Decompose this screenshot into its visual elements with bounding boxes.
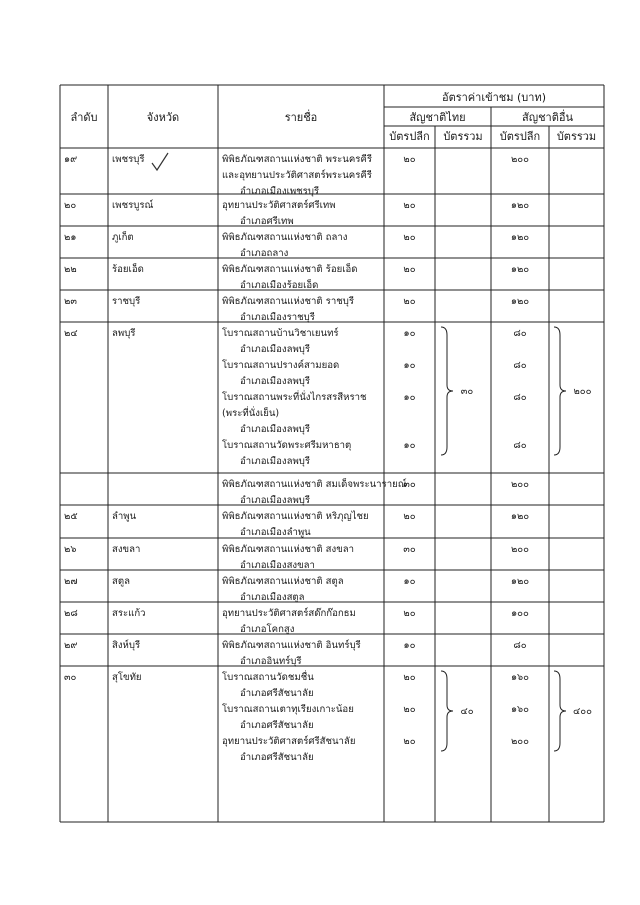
row-province: ร้อยเอ็ด bbox=[112, 264, 144, 275]
row-name-line: อำเภอศรีสัชนาลัย bbox=[240, 720, 314, 731]
row-name-line: โบราณสถานบ้านวิชาเยนทร์ bbox=[222, 328, 339, 339]
foreign-single-price: ๒๐๐ bbox=[510, 736, 530, 747]
row-name-line: อำเภอเมืองสตูล bbox=[240, 592, 305, 603]
row-name-line: อำเภอเมืองลพบุรี bbox=[240, 456, 311, 467]
thai-single-price: ๒๐ bbox=[403, 154, 416, 165]
foreign-single-price: ๑๖๐ bbox=[510, 672, 530, 683]
row-province: ลำพูน bbox=[112, 511, 137, 522]
foreign-single-price: ๑๒๐ bbox=[510, 200, 530, 211]
row-number: ๒๑ bbox=[64, 232, 77, 243]
row-name-line: (พระที่นั่งเย็น) bbox=[222, 408, 280, 419]
row-name-line: พิพิธภัณฑสถานแห่งชาติ ราชบุรี bbox=[222, 296, 354, 307]
row-province: สตูล bbox=[112, 576, 130, 587]
row-name-line: อำเภออินทร์บุรี bbox=[240, 656, 302, 667]
row-name-line: อำเภอเมืองร้อยเอ็ด bbox=[240, 280, 319, 291]
row-province: ลพบุรี bbox=[112, 328, 136, 339]
foreign-single-price: ๒๐๐ bbox=[510, 479, 530, 490]
row-name-line: และอุทยานประวัติศาสตร์พระนครคีรี bbox=[222, 170, 372, 181]
foreign-single-price: ๑๒๐ bbox=[510, 296, 530, 307]
thai-single-price: ๒๐ bbox=[403, 200, 416, 211]
row-name-line: อำเภอเมืองลพบุรี bbox=[240, 424, 311, 435]
row-name-line: อำเภอศรีสัชนาลัย bbox=[240, 752, 314, 763]
header-foreign: สัญชาติอื่น bbox=[522, 111, 573, 124]
row-name-line: โบราณสถานวัดพระศรีมหาธาตุ bbox=[222, 440, 352, 451]
thai-single-price: ๒๐ bbox=[403, 296, 416, 307]
row-name-line: อำเภอเมืองลพบุรี bbox=[240, 344, 311, 355]
foreign-single-price: ๘๐ bbox=[513, 640, 527, 651]
header-foreign-single: บัตรปลีก bbox=[499, 130, 541, 143]
thai-single-price: ๒๐ bbox=[403, 704, 416, 715]
row-name-line: พิพิธภัณฑสถานแห่งชาติ หริภุญไชย bbox=[222, 511, 369, 522]
thai-combined-price: ๔๐ bbox=[460, 706, 474, 717]
foreign-single-price: ๑๐๐ bbox=[511, 608, 529, 619]
row-number: ๓๐ bbox=[64, 672, 77, 683]
row-number: ๒๖ bbox=[64, 544, 77, 555]
row-name-line: พิพิธภัณฑสถานแห่งชาติ ร้อยเอ็ด bbox=[222, 264, 358, 275]
thai-single-price: ๑๐ bbox=[403, 360, 416, 371]
thai-single-price: ๑๐ bbox=[403, 392, 416, 403]
row-province: สงขลา bbox=[112, 544, 141, 555]
row-number: ๒๗ bbox=[64, 576, 78, 587]
row-province: สิงห์บุรี bbox=[112, 640, 141, 651]
row-name-line: อุทยานประวัติศาสตร์ศรีเทพ bbox=[222, 200, 336, 211]
check-mark-icon bbox=[152, 153, 168, 170]
thai-single-price: ๑๐ bbox=[403, 576, 416, 587]
header-no: ลำดับ bbox=[70, 111, 98, 124]
row-name-line: อุทยานประวัติศาสตร์ศรีสัชนาลัย bbox=[222, 736, 356, 747]
thai-single-price: ๒๐ bbox=[403, 232, 416, 243]
row-province: ภูเก็ต bbox=[112, 232, 134, 243]
header-province: จังหวัด bbox=[146, 111, 180, 124]
foreign-single-price: ๑๖๐ bbox=[510, 704, 530, 715]
thai-single-price: ๑๐ bbox=[403, 328, 416, 339]
foreign-single-price: ๑๒๐ bbox=[510, 576, 530, 587]
row-name-line: อำเภอเมืองเพชรบุรี bbox=[240, 186, 320, 197]
row-province: ราชบุรี bbox=[112, 296, 141, 307]
header-thai: สัญชาติไทย bbox=[409, 111, 466, 124]
row-name-line: อำเภอเมืองสงขลา bbox=[240, 560, 315, 571]
row-name-line: อำเภอเมืองลพบุรี bbox=[240, 495, 311, 506]
thai-single-price: ๒๐ bbox=[403, 608, 416, 619]
thai-single-price: ๒๐ bbox=[403, 264, 416, 275]
row-province: สระแก้ว bbox=[112, 608, 146, 619]
foreign-combined-price: ๒๐๐ bbox=[573, 386, 592, 397]
foreign-combined-price: ๔๐๐ bbox=[573, 706, 592, 717]
row-number: ๒๘ bbox=[64, 608, 78, 619]
header-foreign-combined: บัตรรวม bbox=[556, 130, 597, 143]
row-name-line: อำเภอศรีเทพ bbox=[240, 216, 294, 227]
row-name-line: อำเภอเมืองลำพูน bbox=[240, 527, 311, 538]
header-rate: อัตราค่าเข้าชม (บาท) bbox=[441, 91, 547, 104]
thai-single-price: ๓๐ bbox=[403, 479, 416, 490]
thai-single-price: ๒๐ bbox=[403, 736, 416, 747]
row-name-line: อำเภอเมืองราชบุรี bbox=[240, 312, 315, 323]
row-name-line: พิพิธภัณฑสถานแห่งชาติ อินทร์บุรี bbox=[222, 640, 361, 651]
row-name-line: อำเภอศรีสัชนาลัย bbox=[240, 688, 314, 699]
row-name-line: พิพิธภัณฑสถานแห่งชาติ สมเด็จพระนารายณ์ bbox=[222, 479, 407, 490]
thai-single-price: ๒๐ bbox=[403, 511, 416, 522]
foreign-single-price: ๘๐ bbox=[513, 440, 527, 451]
header-thai-single: บัตรปลีก bbox=[389, 130, 430, 143]
foreign-single-price: ๘๐ bbox=[513, 328, 527, 339]
row-name-line: อำเภอถลาง bbox=[240, 248, 289, 259]
thai-single-price: ๓๐ bbox=[403, 544, 416, 555]
thai-single-price: ๒๐ bbox=[403, 672, 416, 683]
foreign-single-price: ๑๒๐ bbox=[510, 264, 530, 275]
header-thai-combined: บัตรรวม bbox=[443, 130, 483, 143]
row-province: เพชรบูรณ์ bbox=[112, 200, 154, 211]
row-name-line: พิพิธภัณฑสถานแห่งชาติ สงขลา bbox=[222, 544, 355, 555]
row-number: ๒๙ bbox=[64, 640, 78, 651]
row-number: ๒๕ bbox=[64, 511, 78, 522]
row-name-line: อุทยานประวัติศาสตร์สด๊กก๊อกธม bbox=[222, 608, 356, 619]
thai-combined-price: ๓๐ bbox=[460, 386, 474, 397]
row-name-line: พิพิธภัณฑสถานแห่งชาติ ถลาง bbox=[222, 232, 348, 243]
row-name-line: โบราณสถานวัดชมชื่น bbox=[222, 672, 314, 683]
row-name-line: โบราณสถานพระที่นั่งไกรสรสีหราช bbox=[222, 392, 367, 403]
foreign-single-price: ๘๐ bbox=[513, 392, 527, 403]
row-name-line: โบราณสถานเตาทุเรียงเกาะน้อย bbox=[222, 704, 354, 715]
foreign-single-price: ๑๒๐ bbox=[510, 511, 530, 522]
row-number: ๒๒ bbox=[64, 264, 77, 275]
foreign-single-price: ๒๐๐ bbox=[510, 154, 530, 165]
row-number: ๒๔ bbox=[64, 328, 78, 339]
row-province: เพชรบุรี bbox=[112, 154, 145, 165]
row-name-line: พิพิธภัณฑสถานแห่งชาติ สตูล bbox=[222, 576, 344, 587]
thai-single-price: ๑๐ bbox=[403, 440, 416, 451]
foreign-single-price: ๒๐๐ bbox=[510, 544, 530, 555]
row-province: สุโขทัย bbox=[112, 672, 142, 683]
row-name-line: โบราณสถานปรางค์สามยอด bbox=[222, 360, 340, 371]
row-number: ๒๓ bbox=[64, 296, 77, 307]
row-name-line: พิพิธภัณฑสถานแห่งชาติ พระนครคีรี bbox=[222, 154, 373, 165]
foreign-single-price: ๑๒๐ bbox=[510, 232, 530, 243]
thai-single-price: ๑๐ bbox=[403, 640, 416, 651]
row-name-line: อำเภอโคกสูง bbox=[240, 624, 295, 635]
header-name: รายชื่อ bbox=[284, 111, 318, 124]
row-number: ๑๙ bbox=[64, 154, 78, 165]
row-number: ๒๐ bbox=[64, 200, 77, 211]
foreign-single-price: ๘๐ bbox=[513, 360, 527, 371]
row-name-line: อำเภอเมืองลพบุรี bbox=[240, 376, 311, 387]
